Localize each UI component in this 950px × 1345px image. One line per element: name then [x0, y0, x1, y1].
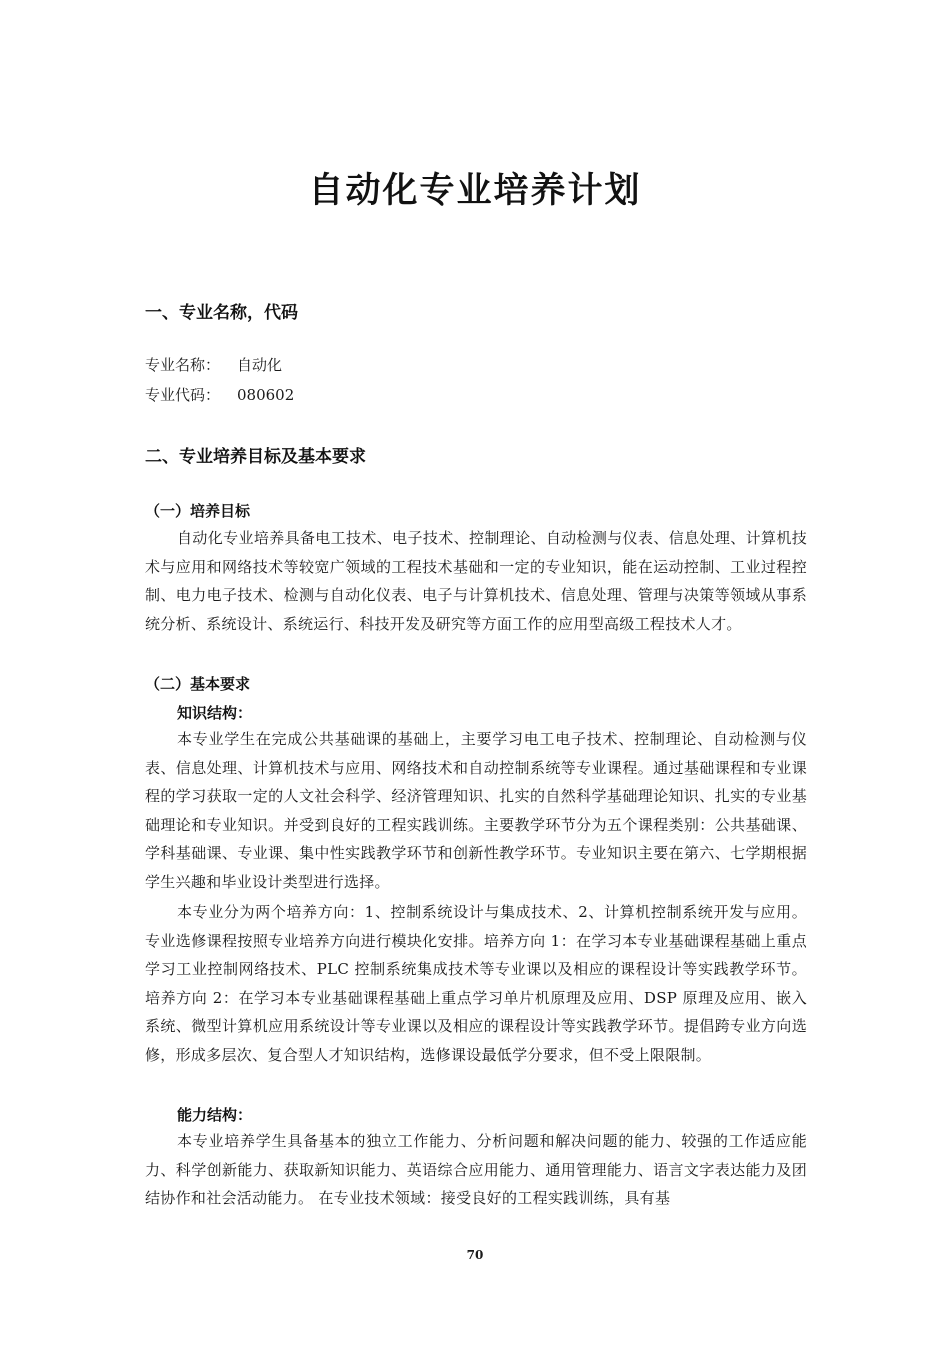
major-name-label: 专业名称： [145, 356, 221, 374]
training-goal-paragraph: 自动化专业培养具备电工技术、电子技术、控制理论、自动检测与仪表、信息处理、计算机技术与应用和网络技术等较宽广领域的工程技术基础和一定的专业知识，能在运动控制、工业过程控制、电力电子技术、检测与自动化仪表、电子与计算机技术、信息处理、管理与决策等领域从事系统分析、系统设计、系统运行、科技开发及研究等方面工作的应用型高级工程技术人才。 [145, 529, 807, 633]
major-code-value: 080602 [237, 386, 295, 404]
basic-requirements-heading: （二）基本要求 [145, 675, 251, 693]
knowledge-structure-heading: 知识结构： [177, 704, 253, 722]
section1-heading: 一、专业名称，代码 [145, 303, 298, 323]
page-number: 70 [466, 1248, 484, 1262]
major-code-row [145, 385, 294, 405]
major-name-row [145, 355, 282, 375]
major-code-label: 专业代码： [145, 386, 221, 404]
section2-heading: 二、专业培养目标及基本要求 [145, 447, 366, 467]
ability-structure-heading: 能力结构： [177, 1106, 253, 1124]
knowledge-paragraph-1: 本专业学生在完成公共基础课的基础上，主要学习电工电子技术、控制理论、自动检测与仪表、信息处理、计算机技术与应用、网络技术和自动控制系统等专业课程。通过基础课程和专业课程的学习获取一定的人文社会科学、经济管理知识、扎实的自然科学基础理论知识、扎实的专业基础理论和专业知识。并受到良好的工程实践训练。主要教学环节分为五个课程类别：公共基础课、学科基础课、专业课、集中性实践教学环节和创新性教学环节。专业知识主要在第六、七学期根据学生兴趣和毕业设计类型进行选择。 [145, 730, 807, 891]
ability-paragraph: 本专业培养学生具备基本的独立工作能力、分析问题和解决问题的能力、较强的工作适应能力、科学创新能力、获取新知识能力、英语综合应用能力、通用管理能力、语言文字表达能力及团结协作和社会活动能力。 在专业技术领域：接受良好的工程实践训练，具有基 [145, 1132, 807, 1207]
knowledge-paragraph-2: 本专业分为两个培养方向：1、控制系统设计与集成技术、2、计算机控制系统开发与应用。专业选修课程按照专业培养方向进行模块化安排。培养方向 1：在学习本专业基础课程基础上重点学习工业控制网络技术、PLC 控制系统集成技术等专业课以及相应的课程设计等实践教学环节。培养方向 2：在学习本专业基础课程基础上重点学习单片机原理及应用、DSP 原理及应用、嵌入系统、微型计算机应用系统设计等专业课以及相应的课程设计等实践教学环节。提倡跨专业方向选修，形成多层次、复合型人才知识结构，选修课设最低学分要求，但不受上限限制。 [145, 903, 807, 1064]
document-title: 自动化专业培养计划 [308, 171, 642, 211]
training-goal-heading: （一）培养目标 [145, 502, 251, 520]
major-name-value: 自动化 [237, 356, 283, 374]
